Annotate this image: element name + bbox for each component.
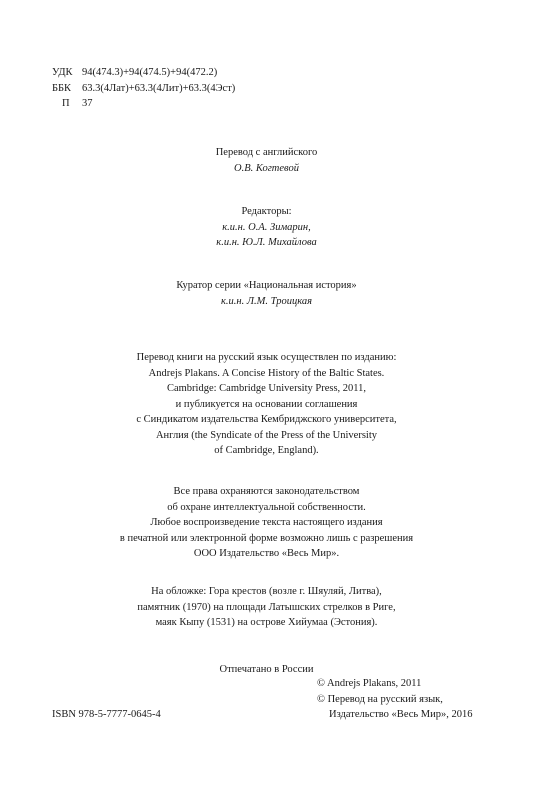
udk-value: 94(474.3)+94(474.5)+94(472.2): [82, 67, 218, 78]
source-line: и публикуется на основании соглашения: [175, 398, 358, 410]
rights-block: [0, 484, 533, 562]
cover-line: памятник (1970) на площади Латышских стрелков в Риге,: [137, 601, 396, 613]
source-line: Перевод книги на русский язык осуществлен по изданию:: [136, 352, 397, 363]
editor-name: к.и.н. Ю.Л. Михайлова: [216, 237, 317, 248]
bbk-row: [52, 81, 352, 97]
curator-block: [0, 278, 533, 309]
source-edition-block: [0, 350, 533, 459]
translation-line: Перевод с английского: [215, 147, 318, 158]
author-mark-label: П: [62, 98, 70, 109]
cover-line: маяк Кыпу (1531) на острове Хийумаа (Эстония).: [155, 617, 378, 628]
author-mark-value: 37: [82, 98, 93, 109]
classification-block: [52, 65, 352, 112]
cover-note-block: [0, 584, 533, 631]
source-line: с Синдикатом издательства Кембриджского университета,: [136, 414, 397, 425]
printed-line: Отпечатано в России: [219, 664, 314, 675]
editors-block: [0, 204, 533, 251]
isbn: ISBN 978-5-7777-0645-4: [52, 709, 161, 720]
rights-line: Любое воспроизведение текста настоящего издания: [150, 517, 383, 528]
source-line: of Cambridge, England).: [214, 445, 319, 456]
rights-line: Все права охраняются законодательством: [173, 486, 360, 497]
cover-line: На обложке: Гора крестов (возле г. Шяуляй, Литва),: [151, 586, 382, 597]
bbk-label: ББК: [52, 82, 72, 94]
author-mark-row: [52, 96, 352, 112]
editor-name: к.и.н. О.А. Зимарин,: [222, 221, 311, 233]
source-line: Cambridge: Cambridge University Press, 2011,: [166, 383, 367, 394]
copyright-block: [317, 676, 473, 723]
curator-name: к.и.н. Л.М. Троицкая: [221, 295, 312, 307]
copyright-line: © Andrejs Plakans, 2011: [317, 678, 422, 689]
rights-line: об охране интеллектуальной собственности.: [167, 501, 366, 513]
udk-label: УДК: [52, 67, 73, 78]
curator-label: Куратор серии «Национальная история»: [176, 280, 357, 291]
translator-name: О.В. Когтевой: [234, 162, 299, 174]
rights-line: ООО Издательство «Весь Мир».: [193, 548, 340, 559]
rights-line: в печатной или электронной форме возможно лишь с разрешения: [119, 532, 414, 544]
copyright-line: Издательство «Весь Мир», 2016: [329, 709, 473, 720]
udk-row: [52, 65, 352, 81]
copyright-line: © Перевод на русский язык,: [317, 693, 443, 705]
bbk-value: 63.3(4Лат)+63.3(4Лит)+63.3(4Эст): [82, 82, 236, 94]
source-line: Andrejs Plakans. A Concise History of the Baltic States.: [148, 367, 385, 379]
editors-label: Редакторы:: [241, 206, 292, 217]
source-line: Англия (the Syndicate of the Press of the University: [155, 429, 378, 441]
translation-block: [0, 145, 533, 176]
